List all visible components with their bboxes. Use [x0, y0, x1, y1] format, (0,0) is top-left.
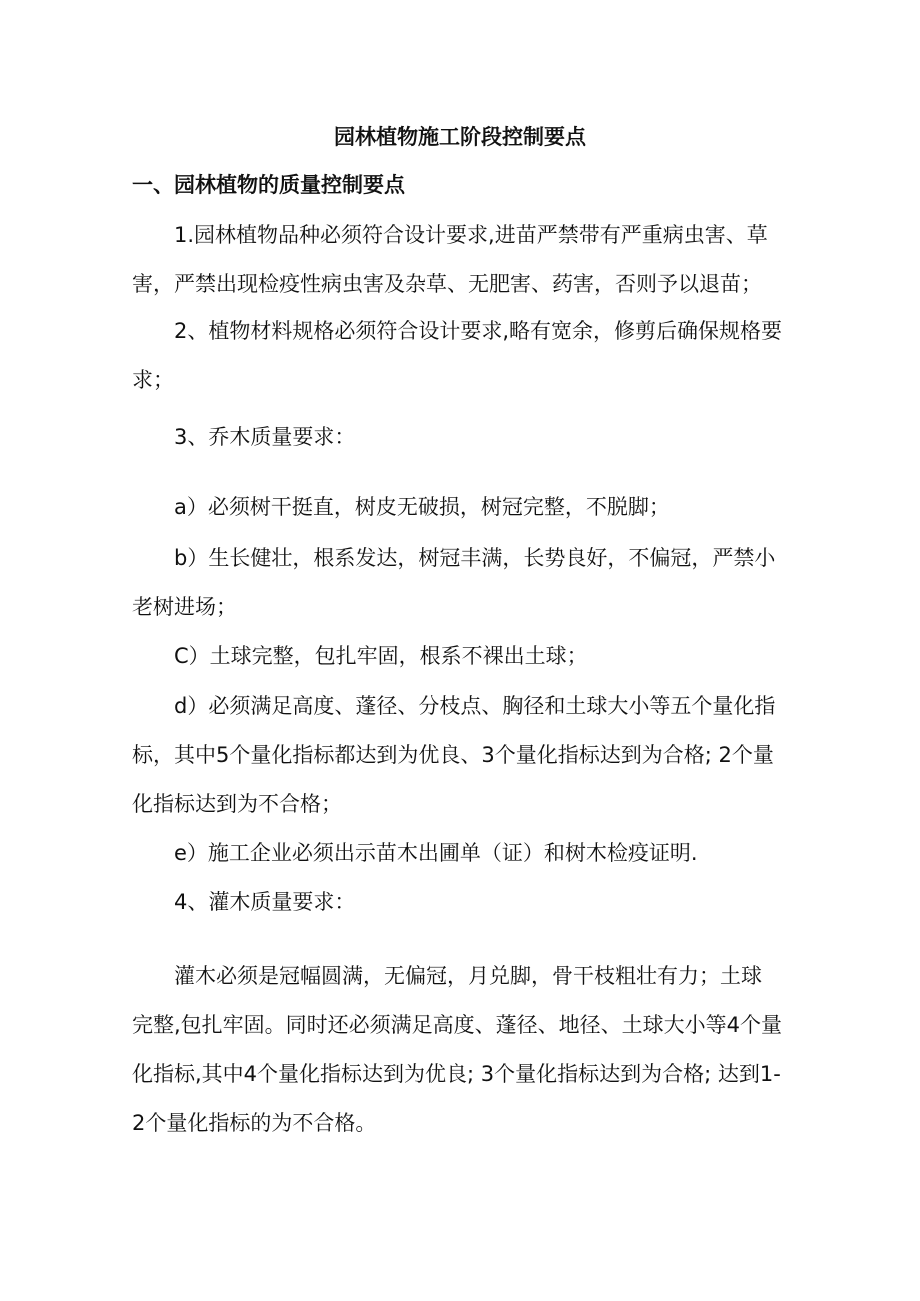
paragraph-line: 老树进场； — [132, 595, 237, 619]
paragraph-line: e）施工企业必须出示苗木出圃单（证）和树木检疫证明. — [174, 841, 698, 865]
paragraph-line: C）土球完整，包扎牢固，根系不裸出土球； — [174, 644, 588, 668]
paragraph-c — [132, 632, 798, 681]
paragraph-line: 化指标达到为不合格； — [132, 792, 342, 816]
paragraph-2 — [132, 307, 798, 405]
paragraph-line: b）生长健壮，根系发达，树冠丰满，长势良好，不偏冠，严禁小 — [174, 546, 776, 570]
paragraph-line: d）必须满足高度、蓬径、分枝点、胸径和土球大小等五个量化指 — [174, 694, 776, 718]
paragraph-d — [132, 682, 798, 829]
paragraph-b — [132, 534, 798, 632]
paragraph-line: a）必须树干挺直，树皮无破损，树冠完整，不脱脚； — [174, 495, 670, 519]
paragraph-line: 标，其中5个量化指标都达到为优良、3个量化指标达到为合格; 2个量 — [132, 743, 774, 767]
paragraph-4 — [132, 878, 798, 927]
paragraph-1 — [132, 211, 798, 309]
document-title: 园林植物施工阶段控制要点 — [334, 125, 586, 149]
paragraph-line: 害，严禁出现检疫性病虫害及杂草、无肥害、药害，否则予以退苗； — [132, 272, 762, 296]
paragraph-e — [132, 829, 798, 878]
paragraph-line: 1.园林植物品种必须符合设计要求,进苗严禁带有严重病虫害、草 — [174, 223, 768, 247]
paragraph-line: 4、灌木质量要求： — [174, 890, 356, 914]
paragraph-line: 求； — [132, 368, 174, 392]
paragraph-line: 3、乔木质量要求： — [174, 425, 356, 449]
paragraph-line: 2、植物材料规格必须符合设计要求,略有宽余，修剪后确保规格要 — [174, 319, 783, 343]
paragraph-shrub — [132, 952, 798, 1148]
section-heading: 一、园林植物的质量控制要点 — [132, 173, 405, 197]
paragraph-line: 灌木必须是冠幅圆满，无偏冠，月兑脚，骨干枝粗壮有力；土球 — [174, 964, 762, 988]
paragraph-line: 2个量化指标的为不合格。 — [132, 1111, 377, 1135]
paragraph-line: 化指标,其中4个量化指标达到为优良; 3个量化指标达到为合格; 达到1- — [132, 1062, 781, 1086]
paragraph-a — [132, 483, 798, 532]
paragraph-line: 完整,包扎牢固。同时还必须满足高度、蓬径、地径、土球大小等4个量 — [132, 1013, 783, 1037]
paragraph-3 — [132, 413, 798, 462]
